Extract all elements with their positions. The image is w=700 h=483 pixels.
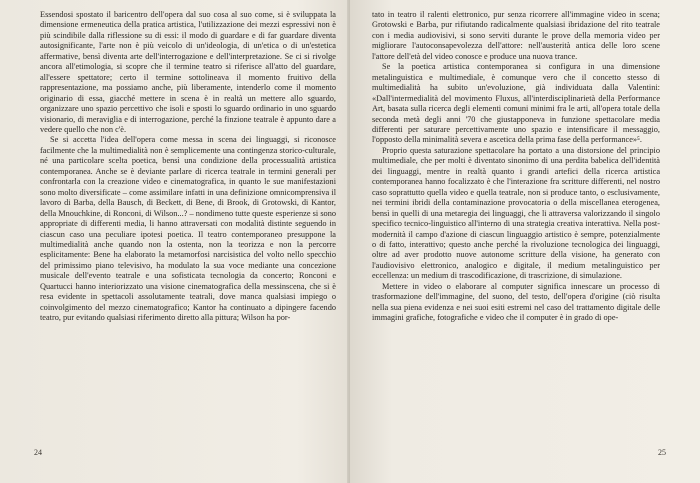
- paragraph: Essendosi spostato il baricentro dell'opera dal suo cosa al suo come, si è sviluppata la dimensione ermeneutica della pratica artistica, l'utilizzazione dei mezzi espressivi non è più scindibile dalla riflessione su di essi: il modo di guardare e di far guardare diventa autosignificante, l'arte non è più veicolo di un'ideologia, di un'etica o di un'estetica affermative, bensì diventa arte dell'interrogazione e dell'interpretazione. Se ci si rivolge ancora all'etimologia, si scopre che il termine teatro si riferisce all'atto del guardare, all'essere spettatore; certo il termine sottolineava il momento fruitivo della rappresentazione, ma possiamo anche, più liberamente, intenderlo come il momento originario di essa, giacché mettere in scena è in realtà un mettere allo sguardo, organizzare uno spazio percettivo che isoli e sposti lo sguardo ordinario in uno sguardo visionario, di meraviglia e di interrogazione, perché la finzione teatrale è appunto dare a vedere quello che non c'è.: [40, 10, 336, 134]
- paragraph: Se si accetta l'idea dell'opera come messa in scena dei linguaggi, si riconosce facilmente che la multimedialità non è semplicemente una contingenza storico-culturale, né una particolare scelta poetica, bensì una condizione della processualità artistica contemporanea. Anche se è deviante parlare di ricerca teatrale in termini generali per confrontarla con la creazione video e cinematografica, in quanto le sue manifestazioni sono molto diversificate – come assimilare infatti in una definizione omnicomprensiva il lavoro di Barba, della Bausch, di Beckett, di Bene, di Brook, di Grotowski, di Kantor, della Mnouchkine, di Ronconi, di Wilson...? – nondimeno tutte queste esperienze si sono appropriate di differenti media, li hanno attraversati con modalità distinte seguendo in ciascun caso una peculiare ipotesi poetica. Il teatro contemporaneo presuppone la multimedialità anche quando non la ostenta, non la teorizza e non la percorre esplicitamente: Bene ha elaborato la metamorfosi narcisistica del volto nello specchio del primissimo piano televisivo, ha modulato la sua voce mediante una concezione musicale dell'evento teatrale e una sofisticata tecnologia da concerto; Ronconi e Quartucci hanno interiorizzato una visione cinematografica della messinscena, che si è resa evidente in spettacoli assolutamente teatrali, dove manca qualsiasi impiego o coinvolgimento del mezzo cinematografico; Kantor ha continuato a dipingere facendo teatro, pur evitando qualsiasi riferimento diretto alla pittura; Wilson ha por-: [40, 135, 336, 323]
- right-page: [350, 0, 700, 483]
- page-number-left: 24: [34, 448, 42, 457]
- paragraph: tato in teatro il ralenti elettronico, pur senza ricorrere all'immagine video in scena; Grotowski e Barba, pur rifiutando radicalmente qualsiasi ibridazione del rito teatrale con i media audiovisivi, si sono serviti durante le prove della memoria video per migliorare l'autoconsapevolezza dell'attore: nell'austerità antica delle loro scene l'attore dell'età del video conosce e produce una nuova trance.: [372, 10, 660, 61]
- page-number-right: 25: [658, 448, 666, 457]
- paragraph: Proprio questa saturazione spettacolare ha portato a una distorsione del principio multimediale, che per molti è diventato sinonimo di una perdita babelica dell'identità dei linguaggi, mentre in realtà quanto i grandi artefici della ricerca artistica contemporanea hanno focalizzato è che l'interazione fra scritture differenti, nel nostro caso soprattutto quella video e quella teatrale, non si produce tanto, o esclusivamente, nei termini ibridi della contaminazione provocatoria o della miscellanea eterogenea, bensì in quelli di una metaregia dei linguaggi, che li attraversa valorizzando il singolo specifico tecnico-linguistico all'interno di una strategia creativa interattiva. Nella post-modernità il campo d'azione di ciascun linguaggio artistico è sempre, potenzialmente o di fatto, interattivo; questo anche perché la rivoluzione tecnologica dei linguaggi, oltre ad aver prodotto nuove autonome scritture della visione, ha generato con l'audiovisivo elettronico, analogico e digitale, il medium metalinguistico per eccellenza: un medium di trascodificazione, di trascrizione, di simulazione.: [372, 145, 660, 281]
- right-page-text: [372, 10, 660, 324]
- paragraph: Mettere in video o elaborare al computer significa innescare un processo di trasformazione dell'immagine, del suono, del testo, dell'opera d'origine (ciò risulta nella sua piena evidenza e nei suoi esiti estremi nel caso del trattamento digitale delle immagini grafiche, fotografiche e video che il computer è in grado di ope-: [372, 281, 660, 323]
- paragraph: Se la poetica artistica contemporanea si configura in una dimensione metalinguistica e multimediale, è comunque vero che il concetto stesso di multimedialità ha subito un'evoluzione, già individuata dalla Valentini: «Dall'intermedialità del movimento Fluxus, all'interdisciplinarietà della Performance Art, basata sulla ricerca degli elementi comuni minimi fra le arti, all'opera totale della seconda metà degli anni '70 che giustapponeva in funzione spettacolare media differenti per saturare percettivamente uno spazio e intensificare il messaggio, l'opposto della minimalità severa e ascetica della prima fase della performance»⁵.: [372, 62, 660, 145]
- left-page-text: [40, 10, 336, 324]
